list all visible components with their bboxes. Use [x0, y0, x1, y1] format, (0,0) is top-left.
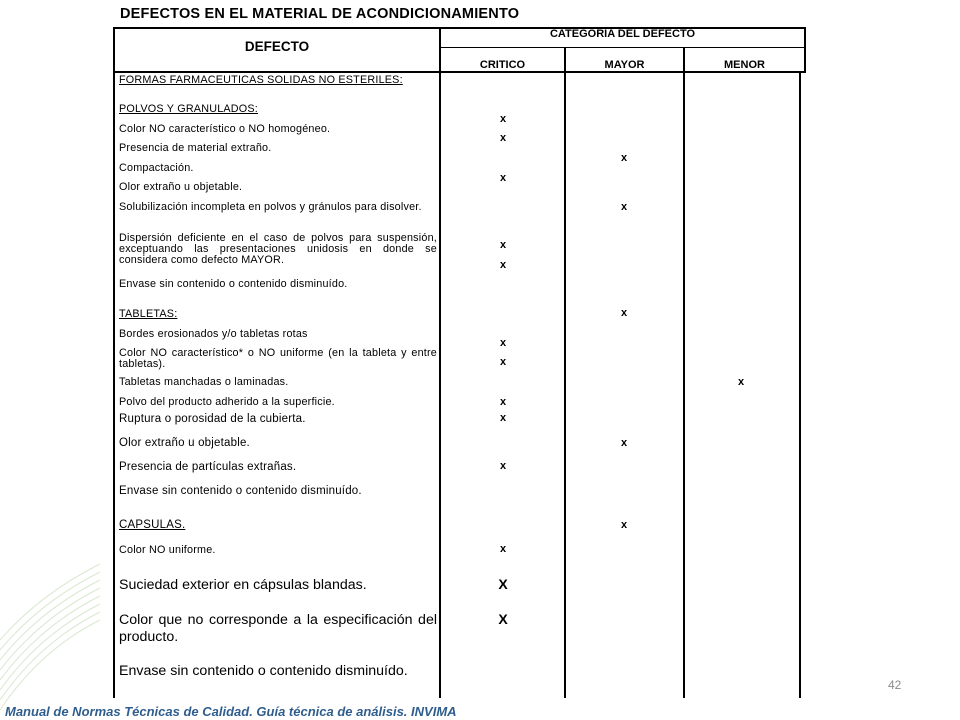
table-border: [113, 27, 115, 698]
header-mayor: MAYOR: [604, 59, 645, 71]
defect-row: Olor extraño u objetable.: [119, 181, 243, 193]
defect-row: Tabletas manchadas o laminadas.: [119, 376, 289, 388]
defect-row: Color NO característico* o NO uniforme (en la tableta y entre tabletas).: [119, 347, 437, 370]
critico-mark: x: [499, 543, 507, 555]
defect-row: Ruptura o porosidad de la cubierta.: [119, 413, 306, 425]
footer-citation: Manual de Normas Técnicas de Calidad. Guía técnica de análisis. INVIMA: [5, 704, 457, 719]
critico-mark: x: [499, 259, 507, 271]
mayor-mark: x: [620, 152, 628, 164]
critico-mark: X: [498, 576, 508, 592]
defect-row: Envase sin contenido o contenido disminuído.: [119, 663, 408, 679]
defect-row: Polvo del producto adherido a la superficie.: [119, 396, 335, 408]
table-border: [683, 47, 685, 698]
defect-row: Color NO característico o NO homogéneo.: [119, 123, 331, 135]
critico-mark: x: [499, 396, 507, 408]
table-border: [439, 47, 806, 48]
defect-row: Solubilización incompleta en polvos y gránulos para disolver.: [119, 201, 422, 213]
mayor-mark: x: [620, 519, 628, 531]
table-border: [804, 27, 806, 73]
defect-row: Olor extraño u objetable.: [119, 437, 250, 449]
defects-table: [113, 27, 806, 698]
section-heading: FORMAS FARMACEUTICAS SOLIDAS NO ESTERILES:: [119, 74, 403, 86]
menor-mark: x: [737, 376, 745, 388]
critico-mark: x: [499, 132, 507, 144]
critico-mark: x: [499, 412, 507, 424]
defect-row: Dispersión deficiente en el caso de polvos para suspensión, exceptuando las presentaciones unidosis en donde se considera como defecto MAYOR.: [119, 232, 437, 266]
document-title: DEFECTOS EN EL MATERIAL DE ACONDICIONAMIENTO: [120, 6, 520, 22]
section-heading: CAPSULAS.: [119, 519, 186, 531]
critico-mark: x: [499, 337, 507, 349]
defect-row: Color que no corresponde a la especificación del producto.: [119, 612, 437, 645]
table-border: [113, 71, 806, 73]
decorative-lines-graphic: [0, 560, 105, 710]
header-categoria: CATEGORIA DEL DEFECTO: [549, 28, 696, 40]
critico-mark: x: [499, 460, 507, 472]
section-heading: TABLETAS:: [119, 308, 178, 320]
header-menor: MENOR: [724, 59, 765, 71]
defect-row: Bordes erosionados y/o tabletas rotas: [119, 328, 308, 340]
mayor-mark: x: [620, 437, 628, 449]
header-defecto: DEFECTO: [244, 39, 310, 54]
table-border: [564, 47, 566, 698]
section-heading: POLVOS Y GRANULADOS:: [119, 103, 259, 115]
table-border: [439, 27, 441, 698]
critico-mark: x: [499, 239, 507, 251]
mayor-mark: x: [620, 201, 628, 213]
table-border: [799, 73, 801, 698]
defect-row: Envase sin contenido o contenido disminuído.: [119, 485, 362, 497]
defect-row: Color NO uniforme.: [119, 544, 216, 556]
defect-row: Presencia de material extraño.: [119, 142, 272, 154]
defect-row: Suciedad exterior en cápsulas blandas.: [119, 577, 367, 593]
page-number: 42: [888, 678, 902, 692]
defect-row: Presencia de partículas extrañas.: [119, 461, 297, 473]
defect-row: Envase sin contenido o contenido disminuído.: [119, 278, 348, 290]
critico-mark: X: [498, 611, 508, 627]
critico-mark: x: [499, 172, 507, 184]
defect-row: Compactación.: [119, 162, 194, 174]
critico-mark: x: [499, 113, 507, 125]
header-critico: CRITICO: [479, 59, 526, 71]
critico-mark: x: [499, 356, 507, 368]
mayor-mark: x: [620, 307, 628, 319]
